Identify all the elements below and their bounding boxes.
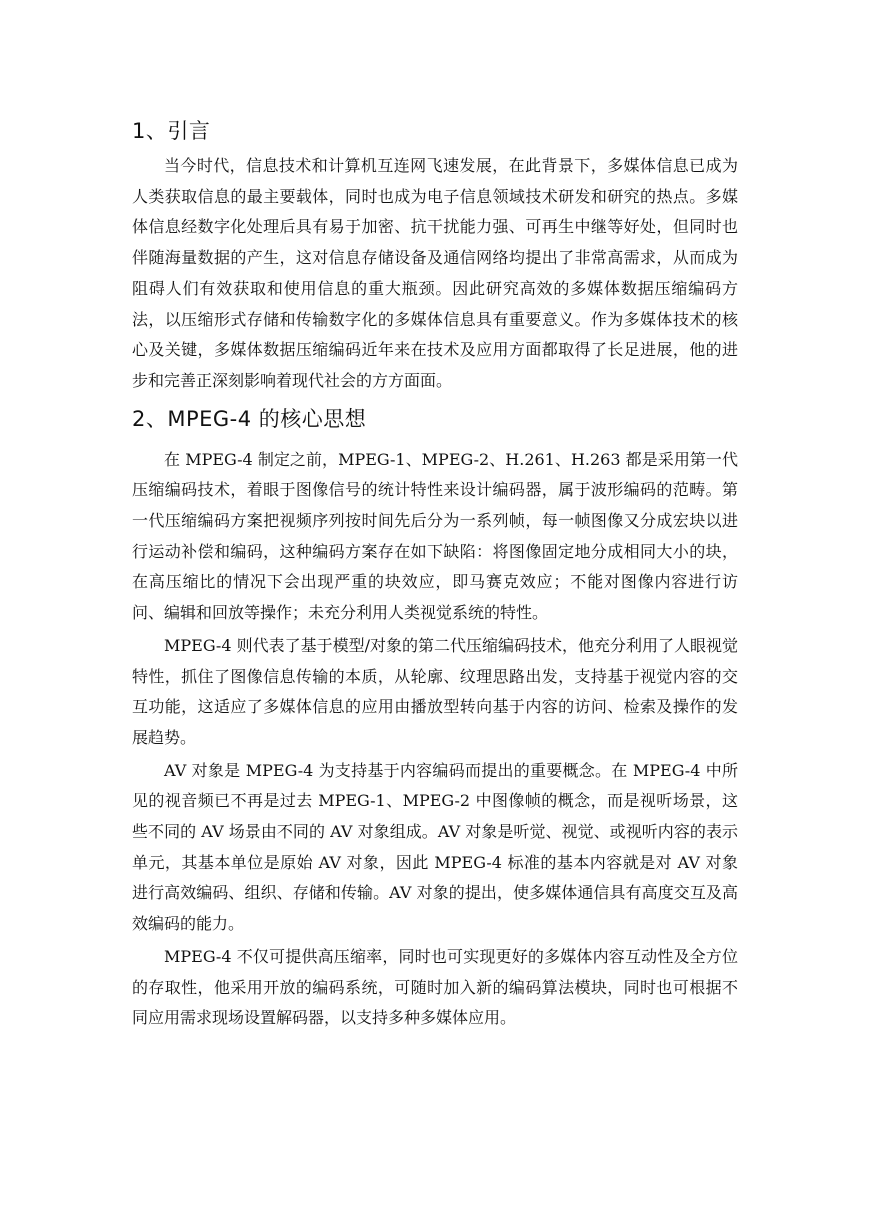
paragraph-first-generation: 在 MPEG-4 制定之前，MPEG-1、MPEG-2、H.261、H.263 都是采用第一代压缩编码技术，着眼于图像信号的统计特性来设计编码器，属于波形编码的范畴。第一代压缩编码方案把视频序列按时间先后分为一系列帧，每一帧图像又分成宏块以进行运动补偿和编码，这种编码方案存在如下缺陷：将图像固定地分成相同大小的块，在高压缩比的情况下会出现严重的块效应，即马赛克效应；不能对图像内容进行访问、编辑和回放等操作；未充分利用人类视觉系统的特性。 xyxy=(132,449,738,623)
section-heading-introduction: 1、引言 xyxy=(132,119,211,143)
document-page xyxy=(132,110,738,1036)
paragraph-compression-features: MPEG-4 不仅可提供高压缩率，同时也可实现更好的多媒体内容互动性及全方位的存取性，他采用开放的编码系统，可随时加入新的编码算法模块，同时也可根据不同应用需求现场设置解码器，以支持多种多媒体应用。 xyxy=(132,946,738,1028)
paragraph-av-object: AV 对象是 MPEG-4 为支持基于内容编码而提出的重要概念。在 MPEG-4 中所见的视音频已不再是过去 MPEG-1、MPEG-2 中图像帧的概念，而是视听场景，这些不同的 AV 场景由不同的 AV 对象组成。AV 对象是听觉、视觉、或视听内容的表示单元，其基本单位是原始 AV 对象，因此 MPEG-4 标准的基本内容就是对 AV 对象进行高效编码、组织、存储和传输。AV 对象的提出，使多媒体通信具有高度交互及高效编码的能力。 xyxy=(132,760,738,934)
paragraph-introduction: 当今时代，信息技术和计算机互连网飞速发展，在此背景下，多媒体信息已成为人类获取信息的最主要载体，同时也成为电子信息领域技术研发和研究的热点。多媒体信息经数字化处理后具有易于加密、抗干扰能力强、可再生中继等好处，但同时也伴随海量数据的产生，这对信息存储设备及通信网络均提出了非常高需求，从而成为阻碍人们有效获取和使用信息的重大瓶颈。因此研究高效的多媒体数据压缩编码方法，以压缩形式存储和传输数字化的多媒体信息具有重要意义。作为多媒体技术的核心及关键，多媒体数据压缩编码近年来在技术及应用方面都取得了长足进展，他的进步和完善正深刻影响着现代社会的方方面面。 xyxy=(132,156,738,390)
section-heading-mpeg4-core: 2、MPEG-4 的核心思想 xyxy=(132,406,367,431)
paragraph-second-generation: MPEG-4 则代表了基于模型/对象的第二代压缩编码技术，他充分利用了人眼视觉特性，抓住了图像信息传输的本质，从轮廓、纹理思路出发，支持基于视觉内容的交互功能，这适应了多媒体信息的应用由播放型转向基于内容的访问、检索及操作的发展趋势。 xyxy=(132,635,738,747)
